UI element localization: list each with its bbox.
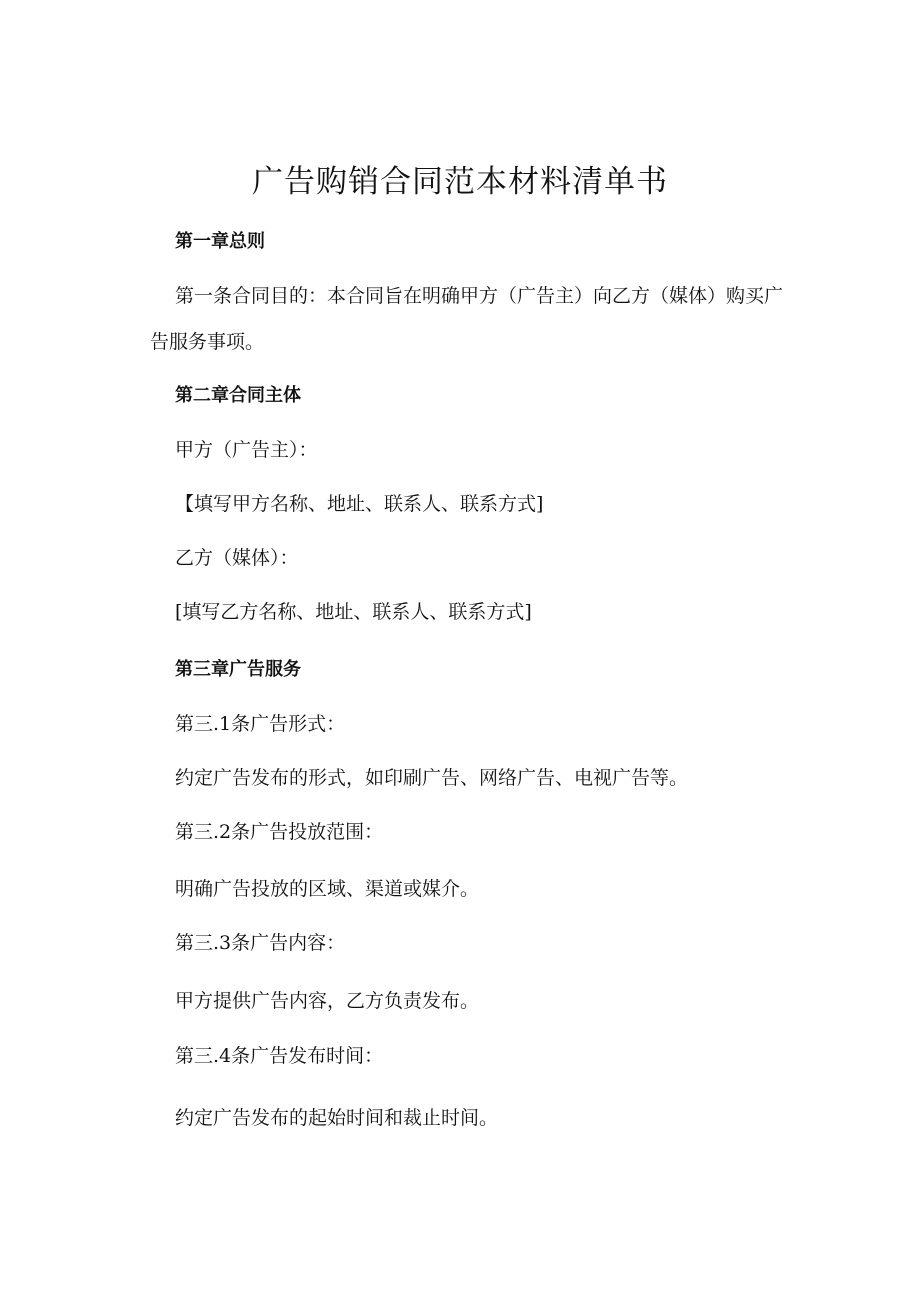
article-1-text: 第一条合同目的：本合同旨在明确甲方（广告主）向乙方（媒体）购买广告服务事项。 [150, 285, 784, 353]
article-3-1-text: 约定广告发布的形式，如印刷广告、网络广告、电视广告等。 [175, 767, 689, 789]
article-3-4-title: 第三.4条广告发布时间： [175, 1045, 384, 1067]
article-3-1-title: 第三.1条广告形式： [175, 713, 346, 735]
party-a-label: 甲方（广告主）： [175, 439, 318, 461]
chapter-1-heading: 第一章总则 [175, 231, 265, 252]
article-3-3-title: 第三.3条广告内容： [175, 932, 346, 954]
chapter-3-heading: 第三章广告服务 [175, 659, 301, 680]
party-a-fill-in: 【填写甲方名称、地址、联系人、联系方式] [175, 493, 544, 515]
party-b-fill-in: [填写乙方名称、地址、联系人、联系方式] [175, 601, 532, 623]
article-3-4-text: 约定广告发布的起始时间和裁止时间。 [175, 1107, 499, 1129]
article-3-2-text: 明确广告投放的区域、渠道或媒介。 [175, 878, 480, 900]
article-3-2-title: 第三.2条广告投放范围： [175, 821, 384, 843]
document-title: 广告购销合同范本材料清单书 [252, 164, 668, 200]
article-3-3-text: 甲方提供广告内容，乙方负责发布。 [175, 990, 480, 1012]
party-b-label: 乙方（媒体）： [175, 547, 299, 569]
chapter-2-heading: 第二章合同主体 [175, 385, 301, 406]
